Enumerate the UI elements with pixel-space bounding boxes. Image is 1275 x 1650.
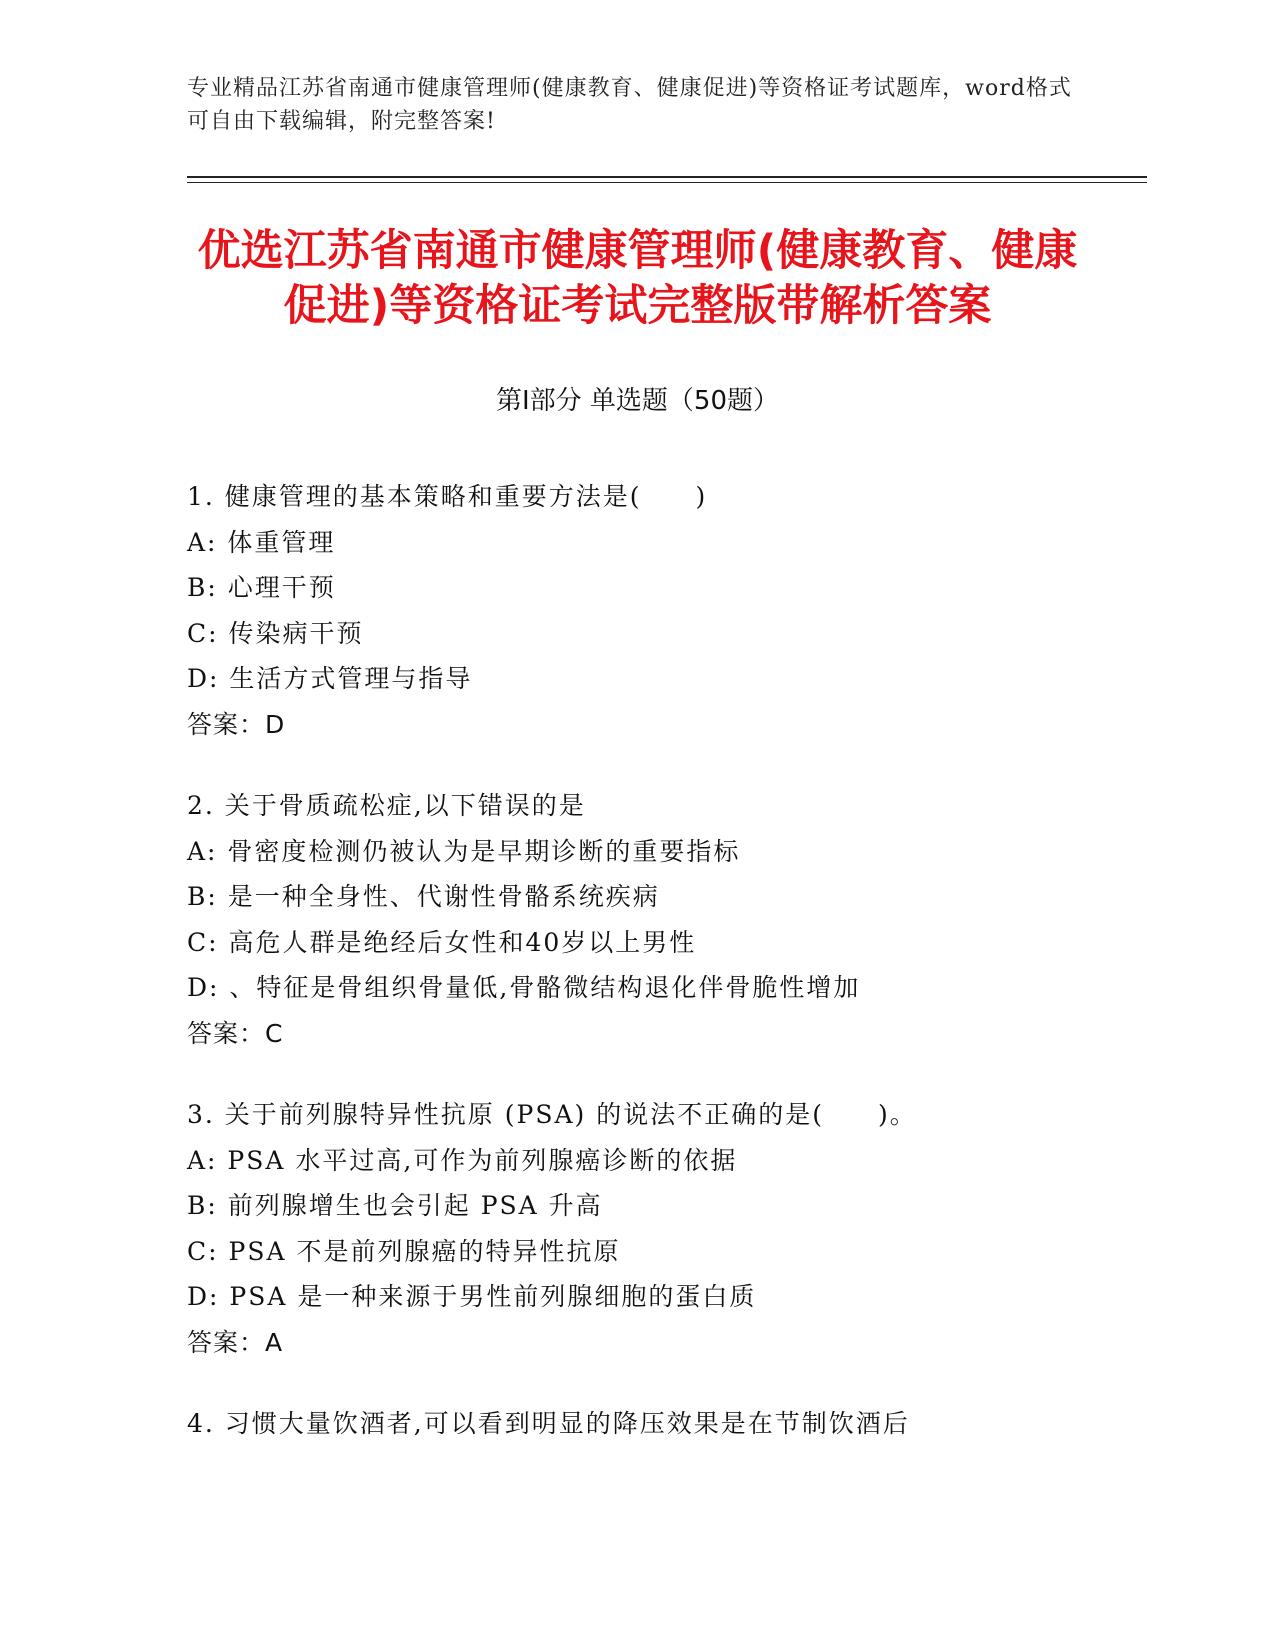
option-a: A: 骨密度检测仍被认为是早期诊断的重要指标 [187,836,741,866]
section-heading: 第Ⅰ部分 单选题（50题） [495,386,780,416]
answer: 答案：C [187,1018,284,1048]
option-d: D: 、特征是骨组织骨量低,骨骼微结构退化伴骨脆性增加 [187,973,861,1002]
option-a: A: PSA 水平过高,可作为前列腺癌诊断的依据 [187,1145,738,1175]
document-title: 优选江苏省南通市健康管理师(健康教育、健康促进)等资格证考试完整版带解析答案 [197,226,1078,331]
question-stem: 3. 关于前列腺特异性抗原 (PSA) 的说法不正确的是( )。 [187,1100,917,1129]
option-b: B: 前列腺增生也会引起 PSA 升高 [187,1191,603,1220]
question-list [187,474,1147,1483]
question-4 [187,1401,1147,1447]
option-c: C: 高危人群是绝经后女性和40岁以上男性 [187,927,697,957]
header-divider [187,176,1147,178]
question-2 [187,783,1147,1056]
question-stem: 4. 习惯大量饮酒者,可以看到明显的降压效果是在节制饮酒后 [187,1409,910,1438]
option-b: B: 心理干预 [187,573,336,602]
question-stem: 2. 关于骨质疏松症,以下错误的是 [187,791,586,820]
question-stem: 1. 健康管理的基本策略和重要方法是( ) [187,482,708,511]
question-1 [187,474,1147,747]
header-divider-secondary [187,182,1147,183]
question-3 [187,1092,1147,1365]
option-c: C: PSA 不是前列腺癌的特异性抗原 [187,1236,621,1266]
header-note: 专业精品江苏省南通市健康管理师(健康教育、健康促进)等资格证考试题库，word格式可自由下载编辑，附完整答案! [187,76,1072,134]
answer: 答案：D [187,709,286,739]
option-b: B: 是一种全身性、代谢性骨骼系统疾病 [187,882,660,911]
option-d: D: 生活方式管理与指导 [187,664,473,693]
option-d: D: PSA 是一种来源于男性前列腺细胞的蛋白质 [187,1282,757,1311]
option-c: C: 传染病干预 [187,618,364,648]
answer: 答案：A [187,1327,284,1357]
option-a: A: 体重管理 [187,527,336,557]
